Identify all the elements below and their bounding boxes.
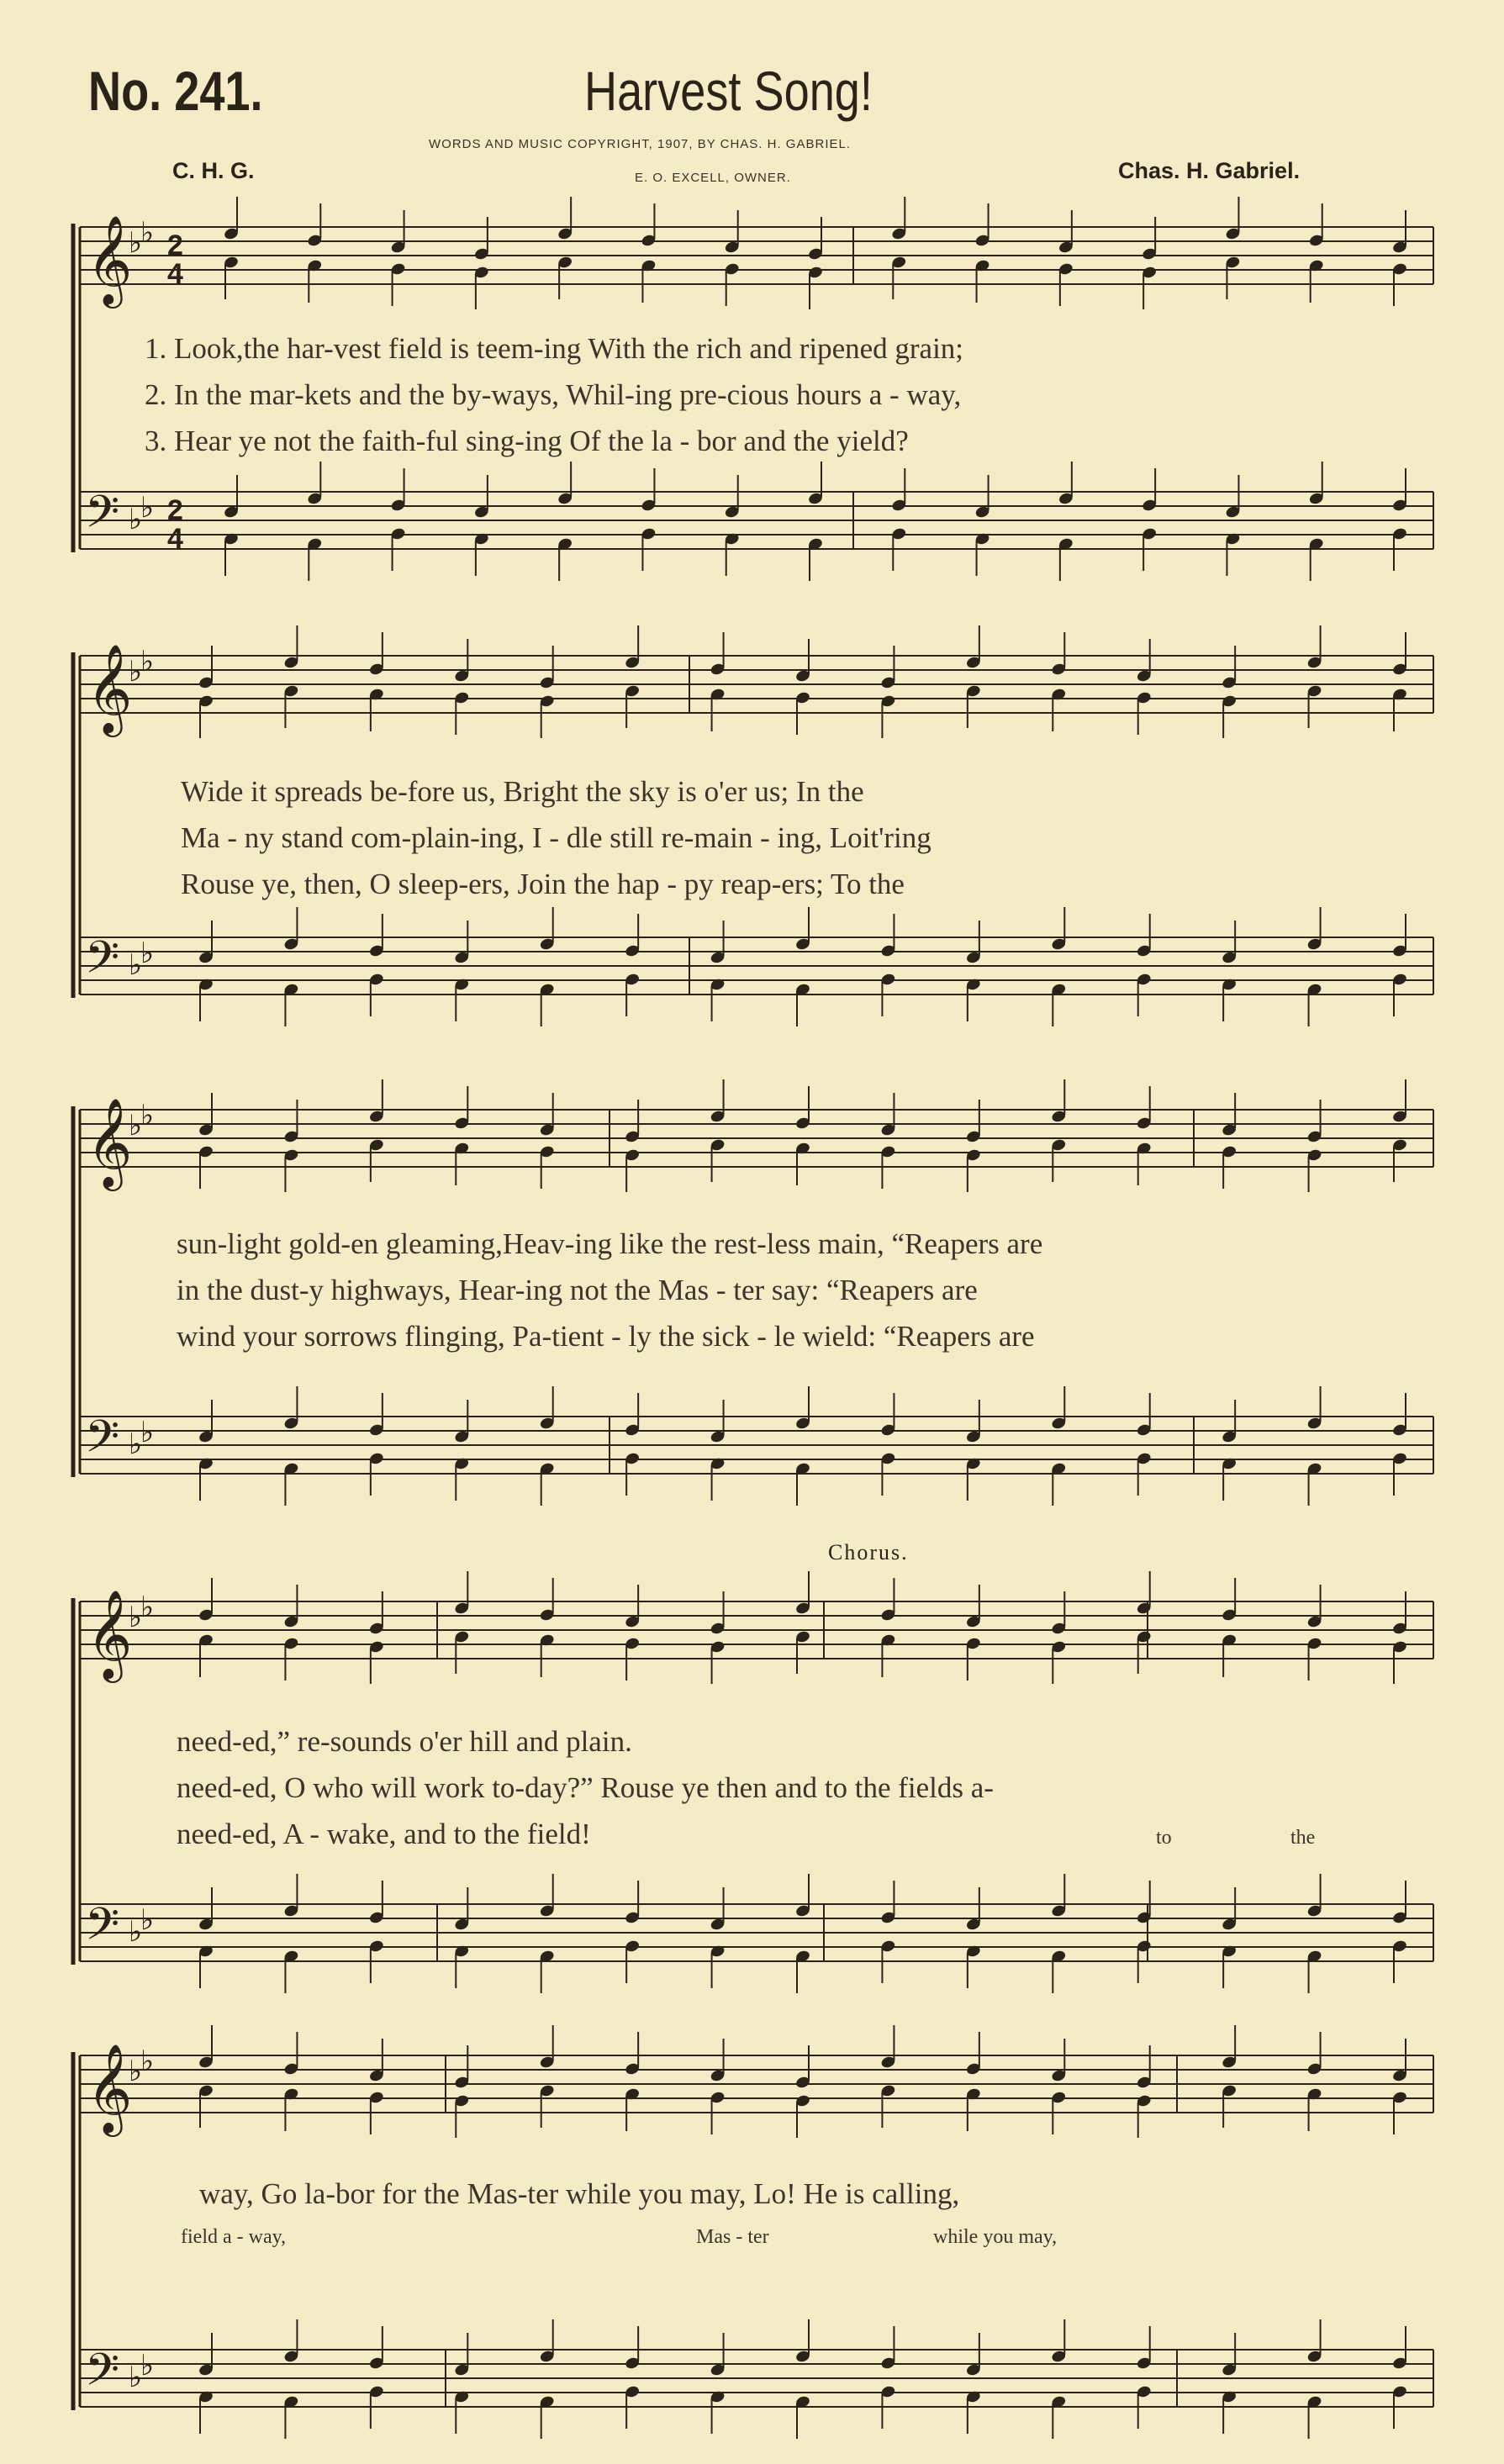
system2-verse3: Rouse ye, then, O sleep-ers, Join the hap - py reap-ers; To the [181, 868, 905, 900]
system5-treble-flat2: ♭ [140, 2045, 155, 2078]
system2-bass-clef: 𝄢 [85, 932, 120, 995]
system3-bass-clef: 𝄢 [85, 1411, 120, 1474]
system1-treble-clef: 𝄞 [87, 214, 133, 304]
chorus-label: Chorus. [828, 1540, 909, 1564]
system5-bass-flat1: ♭ [129, 2361, 143, 2394]
time-signature-treble-lower: 4 [167, 258, 183, 290]
alt-word-the: the [1290, 1827, 1316, 1849]
system2-treble-clef: 𝄞 [87, 643, 133, 733]
system1-verse3: 3. Hear ye not the faith-ful sing-ing Of the la - bor and the yield? [145, 425, 909, 457]
system4-treble-flat1: ♭ [129, 1601, 143, 1634]
system2-bass-flat2: ♭ [140, 937, 155, 970]
music-composer: Chas. H. Gabriel. [1118, 158, 1301, 183]
hymn-number: No. 241. [88, 60, 263, 122]
system2-treble-flat1: ♭ [129, 655, 143, 689]
system1-treble-flat2: ♭ [140, 216, 155, 250]
copyright-notice: WORDS AND MUSIC COPYRIGHT, 1907, BY CHAS. H. GABRIEL. [429, 137, 851, 151]
system4-bass-flat2: ♭ [140, 1903, 155, 1937]
system5-bass-clef: 𝄢 [85, 2345, 120, 2407]
system5-treble-flat1: ♭ [129, 2055, 143, 2088]
system1-verse2: 2. In the mar-kets and the by-ways, Whil-ing pre-cious hours a - way, [145, 378, 962, 411]
system3-treble-flat1: ♭ [129, 1109, 143, 1142]
system1-verse1: 1. Look,the har-vest field is teem-ing With the rich and ripened grain; [145, 332, 964, 365]
hymn-title: Harvest Song! [584, 60, 873, 122]
time-signature-bass: 2 [167, 494, 183, 526]
system3-bass-flat2: ♭ [140, 1416, 155, 1449]
system3-treble-flat2: ♭ [140, 1099, 155, 1132]
system1-bass-flat2: ♭ [140, 491, 155, 525]
alt-words-master: Mas - ter [696, 2226, 769, 2248]
system4-verse2: need-ed, O who will work to-day?” Rouse ye then and to the fields a- [177, 1771, 994, 1804]
system4-bass-flat1: ♭ [129, 1915, 143, 1949]
system4-treble-clef: 𝄞 [87, 1589, 133, 1679]
time-signature-bass-lower: 4 [167, 523, 183, 555]
system1-bass-clef: 𝄢 [85, 487, 120, 549]
alt-words-while-you-may: while you may, [933, 2226, 1058, 2248]
copyright-owner: E. O. EXCELL, OWNER. [635, 171, 791, 185]
system4-verse3: need-ed, A - wake, and to the field! [177, 1818, 591, 1850]
system5-bass-flat2: ♭ [140, 2349, 155, 2382]
system2-treble-flat2: ♭ [140, 645, 155, 678]
system3-bass-flat1: ♭ [129, 1427, 143, 1461]
system2-verse2: Ma - ny stand com-plain-ing, I - dle still re-main - ing, Loit'ring [181, 821, 931, 854]
system1-bass-flat1: ♭ [129, 503, 143, 536]
system3-verse1: sun-light gold-en gleaming,Heav-ing like the rest-less main, “Reapers are [177, 1227, 1043, 1260]
alt-word-to: to [1156, 1827, 1172, 1849]
system2-verse1: Wide it spreads be-fore us, Bright the sky is o'er us; In the [181, 775, 864, 808]
system5-verse1: way, Go la-bor for the Mas-ter while you may, Lo! He is calling, [199, 2177, 960, 2210]
system4-treble-flat2: ♭ [140, 1591, 155, 1624]
system3-verse2: in the dust-y highways, Hear-ing not the Mas - ter say: “Reapers are [177, 1274, 978, 1306]
time-signature-treble: 2 [167, 230, 183, 261]
alt-words-field-away: field a - way, [181, 2226, 287, 2248]
system1-treble-flat1: ♭ [129, 226, 143, 260]
system5-treble-clef: 𝄞 [87, 2043, 133, 2133]
system2-bass-flat1: ♭ [129, 948, 143, 982]
system4-bass-clef: 𝄢 [85, 1899, 120, 1961]
system4-verse1: need-ed,” re-sounds o'er hill and plain. [177, 1725, 632, 1758]
words-author: C. H. G. [172, 158, 255, 183]
system3-verse3: wind your sorrows flinging, Pa-tient - ly the sick - le wield: “Reapers are [177, 1320, 1035, 1353]
system3-treble-clef: 𝄞 [87, 1097, 133, 1187]
